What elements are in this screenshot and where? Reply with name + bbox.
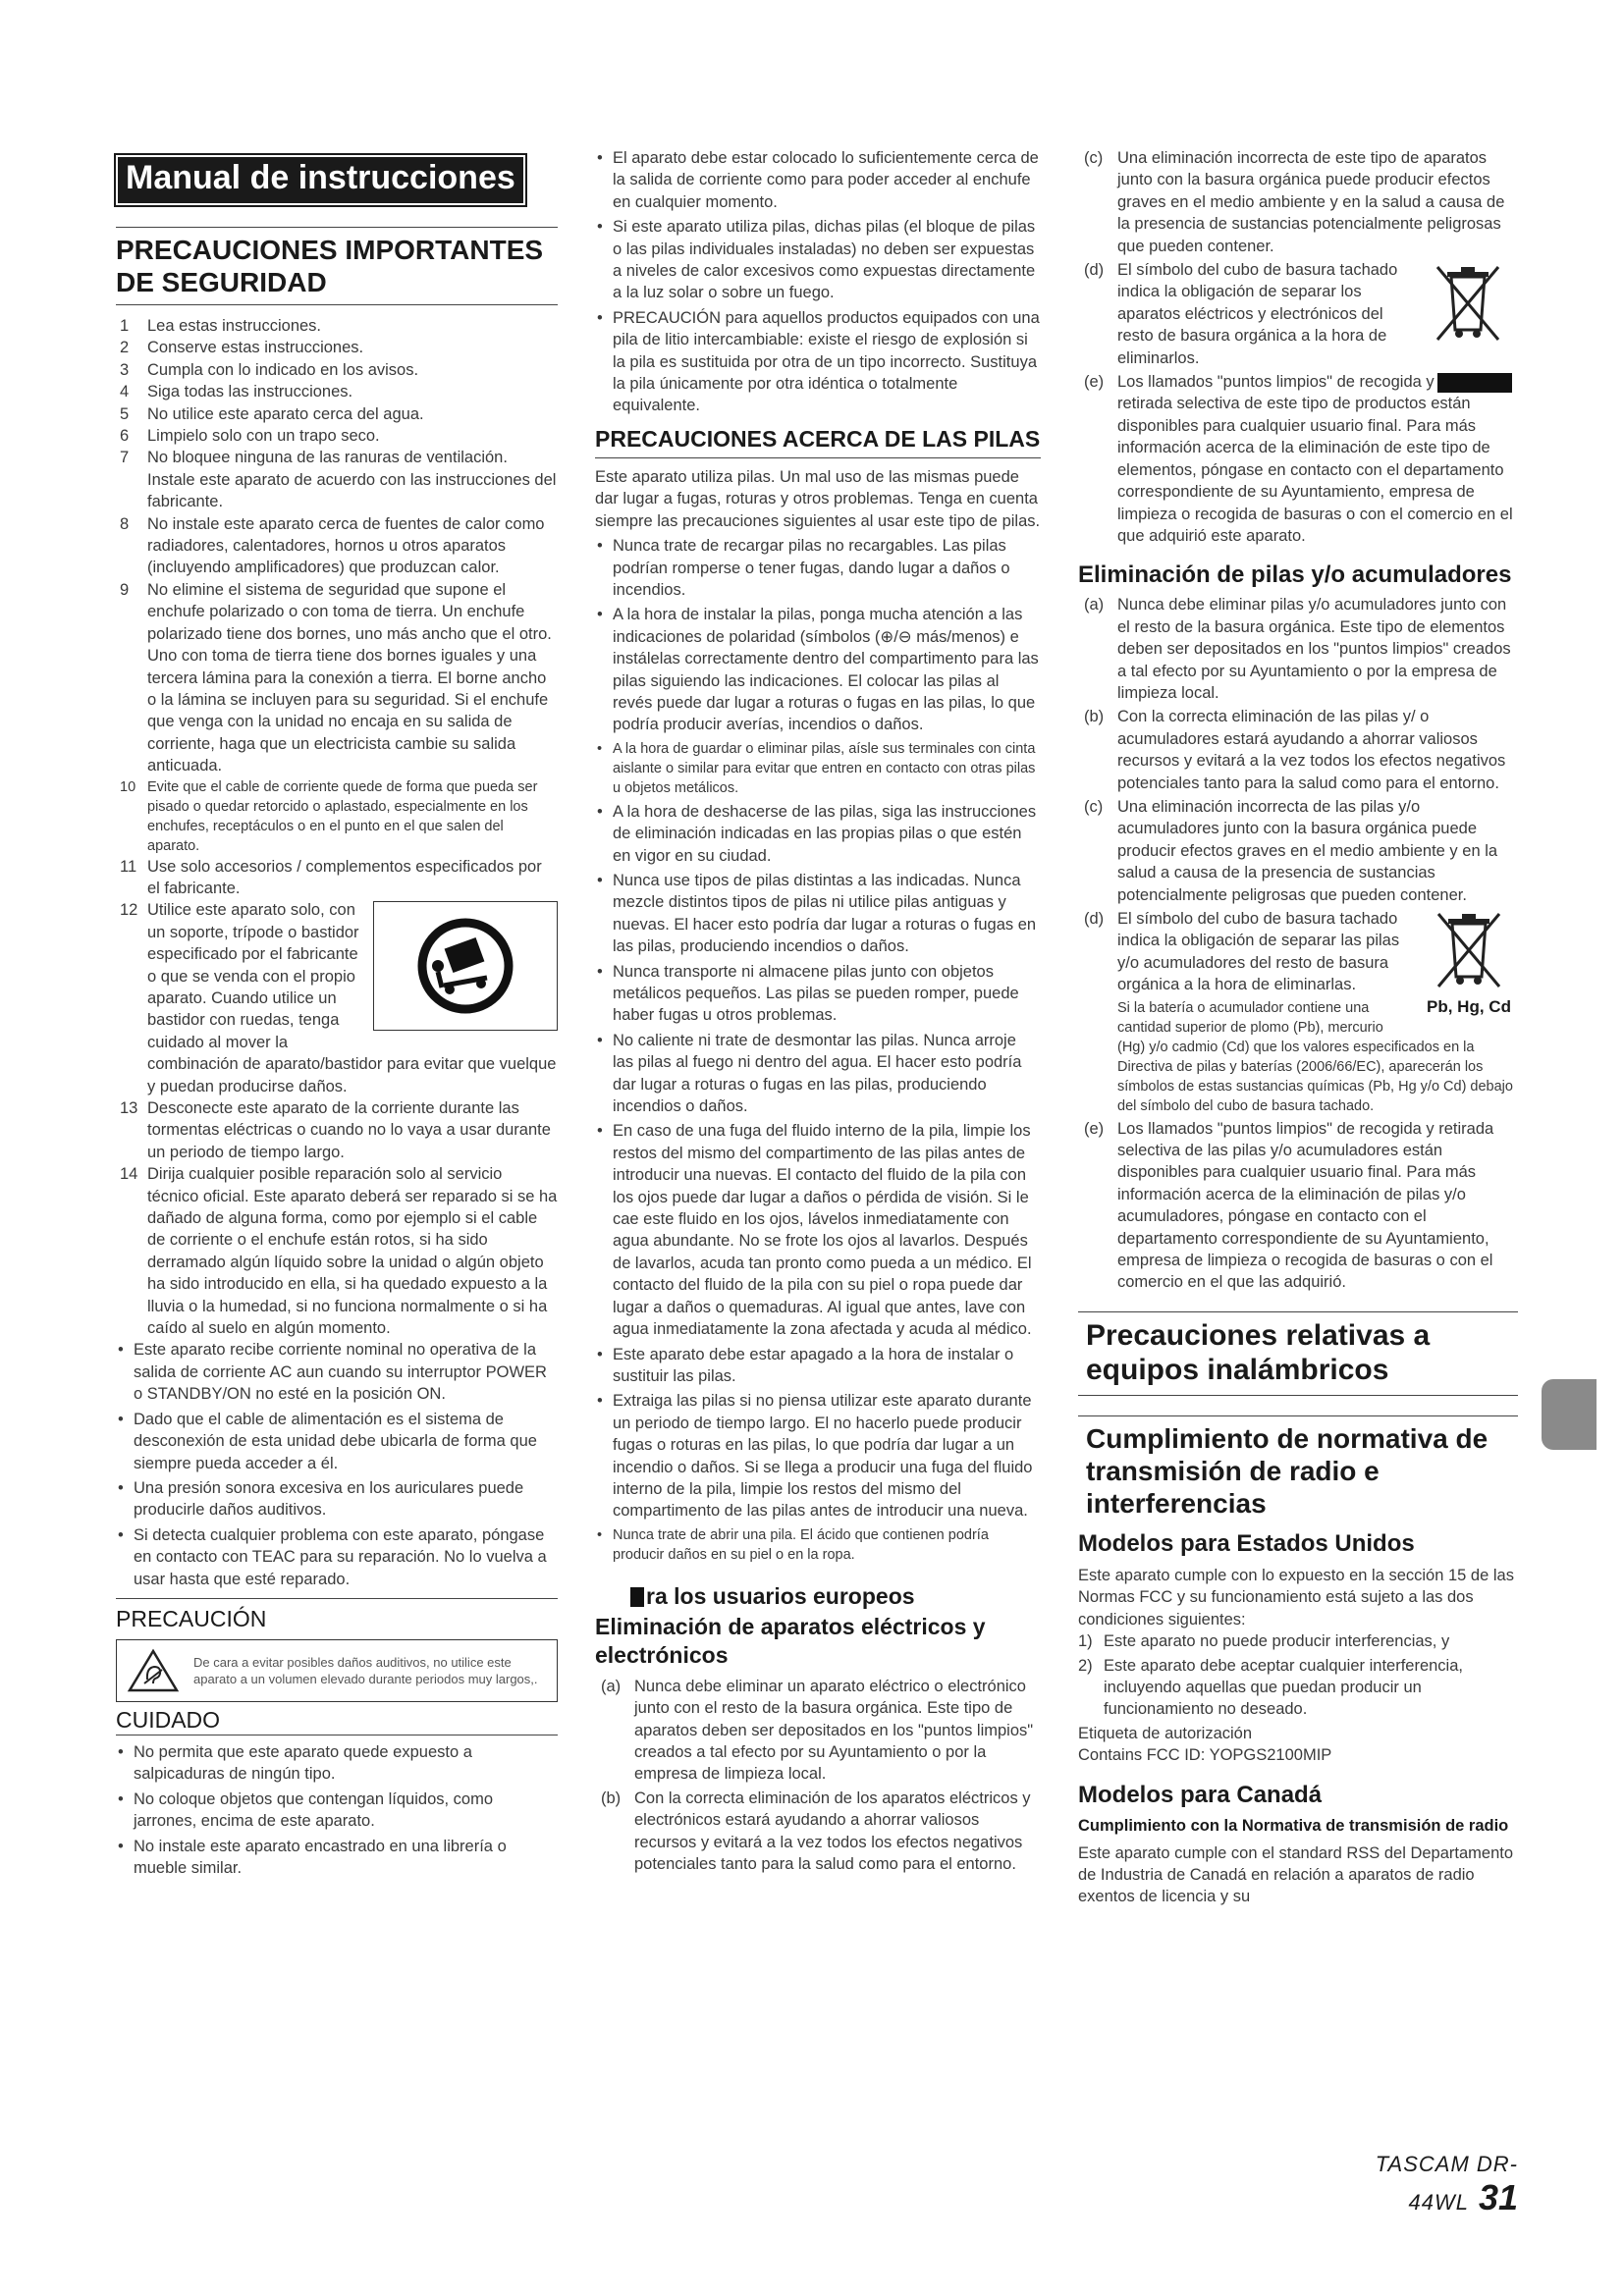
list-item: 1 Lea estas instrucciones.: [120, 317, 322, 335]
divider: [1078, 1415, 1518, 1416]
list-item: 2 Conserve estas instrucciones.: [120, 339, 364, 357]
eu-disposal-list: [595, 1676, 1041, 1876]
list-item: (b) Con la correcta eliminación de las pilas y/ o acumuladores estará ayudando a ahorrar valiosos recursos y evitará a la vez todos los efectos negativos potenciales tanto para la salud como para el entorno.: [1084, 708, 1506, 792]
us-models-heading: Modelos para Estados Unidos: [1078, 1529, 1415, 1557]
hearing-caution-text: De cara a evitar posibles daños auditivos, no utilice este aparato a un volumen elevado durante periodos muy largos,.: [193, 1654, 538, 1686]
safety-heading: PRECAUCIONES IMPORTANTES DE SEGURIDAD: [116, 235, 544, 297]
battery-disposal-list: [1078, 594, 1518, 1294]
section-tab: [1542, 1379, 1597, 1450]
list-item: 5 No utilice este aparato cerca del agua.: [120, 404, 424, 423]
canada-models-heading: Modelos para Canadá: [1078, 1781, 1323, 1808]
column-3: [1078, 147, 1518, 1908]
power-bullets: [595, 147, 1041, 417]
page-number: 31: [1478, 2177, 1518, 2217]
list-item: • Si este aparato utiliza pilas, dichas pilas (el bloque de pilas o las pilas individuales instaladas) no deben ser expuestas a niveles de calor excesivos como expuestas directamente a la luz solar o sobre un fuego.: [595, 216, 1041, 304]
list-item: • Nunca use tipos de pilas distintas a las indicadas. Nunca mezcle distintos tipos de pilas ni utilice pilas antiguas y nuevas. El hacer esto podría dar lugar a roturas o fugas en las pilas, produciendo incendios o daños.: [595, 870, 1041, 958]
list-item: 13 Desconecte este aparato de la corriente durante las tormentas eléctricas o cuando no lo vaya a usar durante un periodo de tiempo largo.: [120, 1099, 551, 1161]
cart-tip-over-icon: [416, 917, 514, 1015]
list-item: 12 Utilice este aparato solo, con un soporte, trípode o bastidor especificado por el fabricante o que se venda con el propio aparato. Cuando utilice un bastidor con ruedas, tenga cuidado al mover la combinación de aparato/bastidor para evitar que vuelque y puedan producirse daños.: [120, 901, 557, 1095]
list-item: • Una presión sonora excesiva en los auriculares puede producirle daños auditivos.: [116, 1477, 558, 1522]
list-item: • Si detecta cualquier problema con este aparato, póngase en contacto con TEAC para su reparación. No lo vuelva a usar hasta que esté reparado.: [116, 1524, 558, 1590]
column-1: [116, 147, 558, 1882]
list-item: (d) Pb, Hg, Cd El símbolo del cubo de basura tachado indica la obligación de separar las pilas y/o acumuladores del resto de basura orgánica a la hora de eliminarlas. Si la batería o acumulador contiene una cantidad superior de plomo (Pb), mercurio (Hg) y/o cadmio (Cd) que los valores especificados en la Directiva de pilas y baterías (2006/66/EC), aparecerán los símbolos de estas sustancias químicas (Pb, Hg y/o Cd) debajo del símbolo del cubo de basura tachado.: [1078, 908, 1518, 1116]
manual-title: Manual de instrucciones: [116, 155, 525, 205]
us-models-text: Este aparato cumple con lo expuesto en la sección 15 de las Normas FCC y su funcionamiento está sujeto a las dos condiciones siguientes:: [1078, 1566, 1514, 1629]
list-item: • No instale este aparato encastrado en una librería o mueble similar.: [116, 1836, 558, 1880]
crossed-out-bin-icon: [1424, 263, 1512, 344]
list-item: 8 No instale este aparato cerca de fuentes de calor como radiadores, calentadores, hornos u otros aparatos (incluyendo amplificadores) que produzcan calor.: [120, 514, 545, 577]
list-item: (c) Una eliminación incorrecta de este tipo de aparatos junto con la basura orgánica puede producir efectos graves en el medio ambiente y en la salud a causa de la presencia de sustancias potencialmente peligrosas que pueden contener.: [1084, 149, 1505, 255]
eu-users-heading: ra los usuarios europeos: [595, 1582, 1041, 1611]
list-item: • No caliente ni trate de desmontar las pilas. Nunca arroje las pilas al fuego ni dentro del agua. El hacer esto podría dar lugar a roturas o fugas en las pilas, produciendo incendios o daños.: [595, 1030, 1041, 1118]
black-bar-symbol: [1437, 373, 1512, 393]
list-item: (e) Los llamados "puntos limpios" de recogida y retirada selectiva de las pilas y/o acumuladores están disponibles para cualquier usuario final. Para más información acerca de la eliminación de pilas y/o acumuladores, póngase en contacto con el departamento correspondiente de su Ayuntamiento, empresa de limpieza o recogida de basuras o con el comercio en el que las adquirió.: [1084, 1119, 1494, 1292]
divider: [116, 304, 558, 305]
list-item: (a) Nunca debe eliminar un aparato eléctrico o electrónico junto con el resto de la basura orgánica. Este tipo de aparatos deben ser depositados en los "puntos limpios" creados a tal efecto por su Ayuntamiento o por la empresa de limpieza local.: [601, 1677, 1034, 1784]
divider: [595, 457, 1041, 458]
care-bullets: [116, 1741, 558, 1879]
list-item: • Dado que el cable de alimentación es el sistema de desconexión de esta unidad debe ubicarla de forma que siempre pueda acceder a él.: [116, 1409, 558, 1474]
redaction-block: [630, 1587, 644, 1607]
list-item: 1) Este aparato no puede producir interferencias, y: [1078, 1632, 1450, 1651]
column-2: [595, 147, 1041, 1877]
list-item: • A la hora de instalar la pilas, ponga mucha atención a las indicaciones de polaridad (símbolos (⊕/⊖ más/menos) e instálelas correctamente dentro del compartimento para las pilas siguiendo las indicaciones. El colocar las pilas al revés puede dar lugar a roturas o fugas en las pilas, lo que podría producir averías, incendios o daños.: [595, 604, 1041, 735]
list-item: • Este aparato debe estar apagado a la hora de instalar o sustituir las pilas.: [595, 1344, 1041, 1388]
hearing-warning-icon: [127, 1648, 180, 1693]
list-item: 11 Use solo accesorios / complementos especificados por el fabricante.: [120, 857, 542, 897]
cart-warning-pictogram: [373, 901, 558, 1031]
list-item: • Nunca trate de abrir una pila. El ácido que contienen podría producir daños en su piel o en la ropa.: [595, 1525, 1041, 1565]
list-item: 14 Dirija cualquier posible reparación solo al servicio técnico oficial. Este aparato deberá ser reparado si se ha dañado de alguna forma, como por ejemplo si el cable de corriente o el enchufe están rotos, si ha sido derramado algún líquido sobre la unidad o algún objeto ha sido introducido en ella, si ha quedado expuesto a la lluvia o la humedad, si no funciona normalmente o si ha caído al suelo en algún momento.: [120, 1165, 558, 1338]
fcc-conditions: [1078, 1630, 1518, 1721]
list-item: • En caso de una fuga del fluido interno de la pila, limpie los restos del mismo del compartimento de las pilas antes de introducir una nuevas. El contacto del fluido de la pila con los ojos puede dar lugar a daños o pérdida de visión. Si le cae este fluido en los ojos, lávelos inmediatamente con agua abundante. No se frote los ojos al lavarlos. Después de lavarlos, acuda tan pronto como pueda a un médico. El contacto del fluido de la pila con su piel o ropa puede dar lugar a daños o quemaduras. Al igual que antes, lave con agua inmediatamente la zona afectada y acuda al médico.: [595, 1120, 1041, 1340]
authorization-label: Etiqueta de autorización: [1078, 1724, 1253, 1742]
battery-bullets: [595, 535, 1041, 1565]
eu-disposal-heading: Eliminación de aparatos eléctricos y electrónicos: [595, 1613, 986, 1668]
crossed-bin-pictogram: [1424, 263, 1512, 344]
divider: [116, 227, 558, 228]
eu-disposal-list-cont: [1078, 147, 1518, 547]
list-item: (a) Nunca debe eliminar pilas y/o acumuladores junto con el resto de la basura orgánica. Este tipo de elementos deben ser depositados en los "puntos limpios" creados a tal efecto por su Ayuntamiento o por la empresa de limpieza local.: [1084, 596, 1511, 702]
fcc-id: Contains FCC ID: YOPGS2100MIP: [1078, 1746, 1332, 1765]
list-item: 9 No elimine el sistema de seguridad que supone el enchufe polarizado o con toma de tierra. Un enchufe polarizado tiene dos bornes, uno más ancho que el otro. Uno con toma de tierra tiene dos bornes iguales y una tercera lámina para la conexión a tierra. El borne ancho o la lámina se incluyen para su seguridad. Si el enchufe que venga con la unidad no encaja en su salida de corriente, haga que un electricista cambie su salida anticuada.: [120, 580, 552, 775]
safety-list: [116, 315, 558, 1339]
list-item: 10 Evite que el cable de corriente quede de forma que pueda ser pisado o quedar retorcido o aplastado, especialmente en los enchufes, receptáculos o en el punto en el que salen del aparato.: [120, 778, 538, 854]
canada-text: Este aparato cumple con el standard RSS del Departamento de Industria de Canadá en relación a aparatos de radio exentos de licencia y su: [1078, 1843, 1514, 1906]
compliance-heading: Cumplimiento de normativa de transmisión de radio e interferencias: [1086, 1422, 1489, 1519]
list-item: (b) Con la correcta eliminación de los aparatos eléctricos y electrónicos estará ayudando a ahorrar valiosos recursos y evitará a la vez todos los efectos negativos potenciales tanto para la salud como para el entorno.: [601, 1789, 1031, 1873]
battery-bin-pictogram: [1420, 910, 1518, 1017]
divider: [1078, 1311, 1518, 1312]
heavy-metal-note: Si la batería o acumulador contiene una cantidad superior de plomo (Pb), mercurio (Hg) y/o cadmio (Cd) que los valores especificados en la Directiva de pilas y baterías (2006/66/EC), aparecerán los símbolos de estas sustancias químicas (Pb, Hg y/o Cd) debajo del símbolo del cubo de basura tachado.: [1117, 999, 1513, 1114]
list-item: 2) Este aparato debe aceptar cualquier interferencia, incluyendo aquellas que puedan producir un funcionamiento no deseado.: [1078, 1656, 1463, 1719]
precaution-heading: PRECAUCIÓN: [116, 1605, 267, 1631]
wireless-heading: Precauciones relativas a equipos inalámbricos: [1086, 1318, 1431, 1386]
care-heading: CUIDADO: [116, 1706, 221, 1733]
battery-disposal-heading: Eliminación de pilas y/o acumuladores: [1078, 561, 1512, 589]
page-footer: [1276, 2152, 1518, 2218]
list-item: • Este aparato recibe corriente nominal no operativa de la salida de corriente AC aun cuando su interruptor POWER o STANDBY/ON no esté en la posición ON.: [116, 1339, 558, 1405]
heavy-metal-label: Pb, Hg, Cd: [1427, 997, 1511, 1017]
list-item: • Extraiga las pilas si no piensa utilizar este aparato durante un periodo de tiempo largo. El no hacerlo puede producir fugas o roturas en las pilas, lo que podría dar lugar a un incendio o daños. Si se llega a producir una fuga del fluido interno de la pila, limpie los restos del mismo del compartimento de las pilas antes de introducir una nueva.: [595, 1390, 1041, 1522]
list-item: • Nunca trate de recargar pilas no recargables. Las pilas podrían romperse o tener fugas, dando lugar a daños o incendios.: [595, 535, 1041, 601]
list-item: • No permita que este aparato quede expuesto a salpicaduras de ningún tipo.: [116, 1741, 558, 1786]
list-item: • Nunca transporte ni almacene pilas junto con objetos metálicos pequeños. Las pilas se pueden romper, puede haber fugas u otros problemas.: [595, 961, 1041, 1027]
list-item: • No coloque objetos que contengan líquidos, como jarrones, encima de este aparato.: [116, 1789, 558, 1833]
list-item: (c) Una eliminación incorrecta de las pilas y/o acumuladores junto con la basura orgánica puede producir efectos graves en el medio ambiente y en la salud a causa de la presencia de sustancias potencialmente peligrosas que pueden contener.: [1084, 797, 1498, 904]
list-item: 7 No bloquee ninguna de las ranuras de ventilación. Instale este aparato de acuerdo con las instrucciones del fabricante.: [120, 449, 557, 511]
list-item: • A la hora de deshacerse de las pilas, siga las instrucciones de eliminación indicadas en las propias pilas o que estén en vigor en su ciudad.: [595, 801, 1041, 867]
list-item: 4 Siga todas las instrucciones.: [120, 383, 353, 401]
canada-subheading: Cumplimiento con la Normativa de transmisión de radio: [1078, 1816, 1509, 1835]
battery-intro: Este aparato utiliza pilas. Un mal uso de las mismas puede dar lugar a fugas, roturas y otros problemas. Tenga en cuenta siempre las precauciones siguientes al usar este tipo de pilas.: [595, 467, 1041, 530]
crossed-out-bin-icon: [1425, 910, 1513, 990]
list-item: • El aparato debe estar colocado lo suficientemente cerca de la salida de corriente como para poder acceder al enchufe en cualquier momento.: [595, 147, 1041, 213]
safety-bullets: [116, 1339, 558, 1589]
list-item: (e) Los llamados "puntos limpios" de recogida y retirada selectiva de este tipo de productos están disponibles para cualquier usuario final. Para más información acerca de la eliminación de este tipo de elementos, póngase en contacto con el departamento correspondiente de su Ayuntamiento, empresa de limpieza o recogida de basuras o con el comercio en el que adquirió este aparato.: [1084, 373, 1513, 545]
divider: [1078, 1395, 1518, 1396]
list-item: • PRECAUCIÓN para aquellos productos equipados con una pila de litio intercambiable: existe el riesgo de explosión si la pila es sustituida por otra de un tipo incorrecto. Sustituya la pila únicamente por otra idéntica o totalmente equivalente.: [595, 307, 1041, 417]
list-item: 3 Cumpla con lo indicado en los avisos.: [120, 360, 419, 379]
list-item: 6 Limpielo solo con un trapo seco.: [120, 427, 380, 446]
battery-precautions-heading: PRECAUCIONES ACERCA DE LAS PILAS: [595, 425, 1041, 452]
divider: [116, 1598, 558, 1599]
brand-model: TASCAM DR-44WL: [1375, 2152, 1518, 2215]
list-item: (d) El símbolo del cubo de basura tachado indica la obligación de separar los aparatos eléctricos y electrónicos del resto de basura orgánica a la hora de eliminarlos.: [1078, 259, 1518, 369]
list-item: • A la hora de guardar o eliminar pilas, aísle sus terminales con cinta aislante o similar para evitar que entren en contacto con otras pilas u objetos metálicos.: [595, 739, 1041, 798]
hearing-caution-box: [116, 1639, 558, 1702]
